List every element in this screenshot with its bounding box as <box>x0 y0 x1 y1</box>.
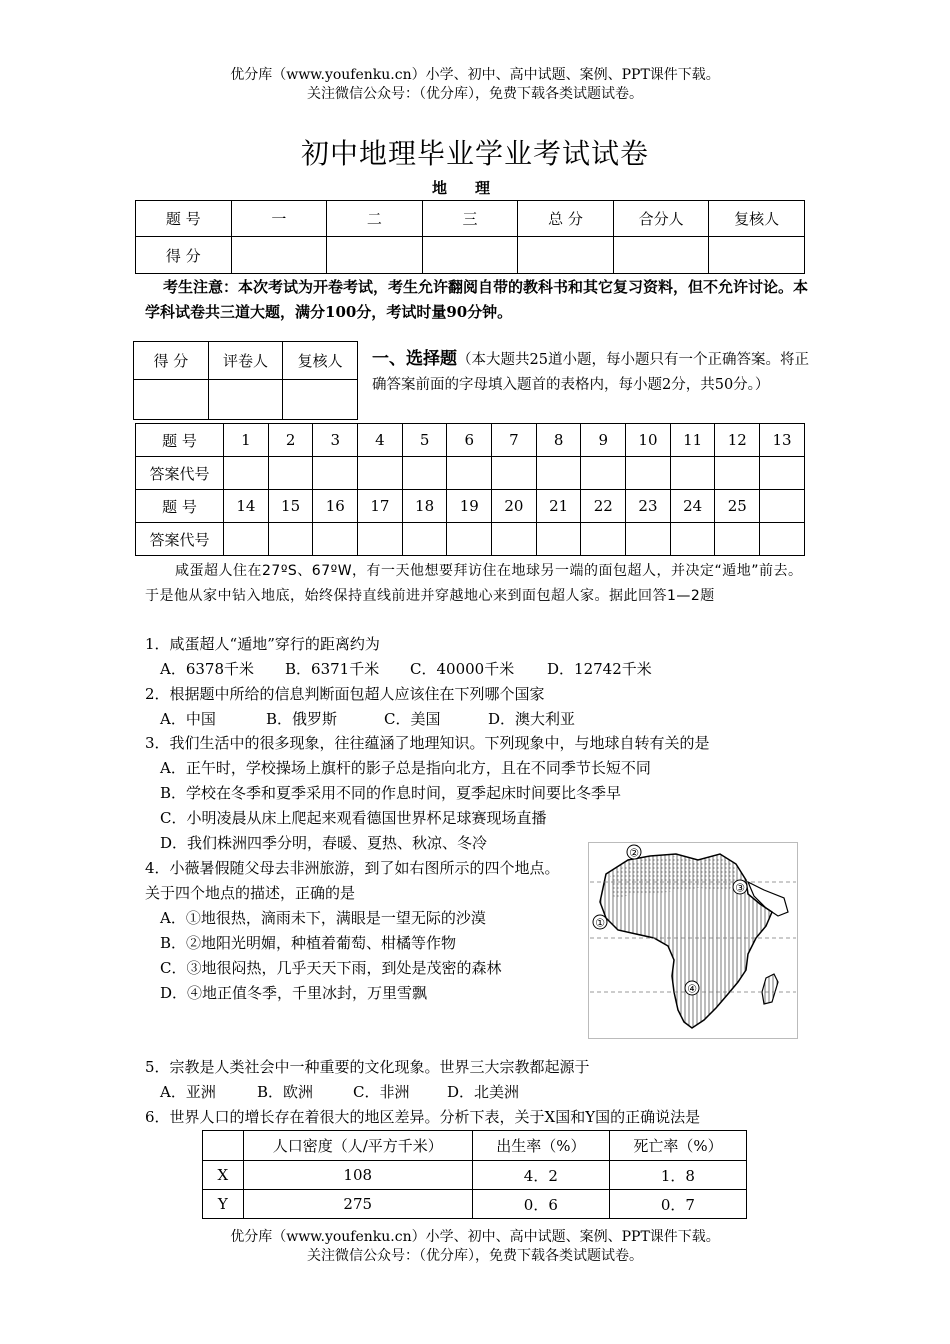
question-number-cell: 10 <box>626 424 671 457</box>
score-cell[interactable] <box>518 237 614 274</box>
score-cell[interactable] <box>613 237 709 274</box>
question-number-cell: 19 <box>447 490 492 523</box>
score-cell[interactable] <box>327 237 423 274</box>
question-5-stem: 5．宗教是人类社会中一种重要的文化现象。世界三大宗教都起源于 <box>145 1058 590 1076</box>
question-number-cell: 6 <box>447 424 492 457</box>
answer-number-row-1 <box>136 424 805 457</box>
question-4-stem: 4．小薇暑假随父母去非洲旅游，到了如右图所示的四个地点。关于四个地点的描述，正确的是 <box>145 859 560 902</box>
table-row <box>203 1190 747 1219</box>
exam-notice: 考生注意：本次考试为开卷考试，考生允许翻阅自带的教科书和其它复习资料，但不允许讨论。本学科试卷共三道大题，满分100分，考试时量90分钟。 <box>145 278 809 321</box>
question-6-stem: 6．世界人口的增长存在着很大的地区差异。分析下表，关于X国和Y国的正确说法是 <box>145 1108 701 1126</box>
option[interactable]: B．②地阳光明媚，种植着葡萄、柑橘等作物 <box>160 934 457 952</box>
score-cell[interactable] <box>231 237 327 274</box>
option[interactable]: A．①地很热，滴雨未下，满眼是一望无际的沙漠 <box>160 909 486 927</box>
grader-cell[interactable] <box>134 380 209 420</box>
option[interactable]: D．12742千米 <box>547 660 652 678</box>
pop-header-cell <box>203 1131 244 1161</box>
question-number-cell: 20 <box>492 490 537 523</box>
map-label-2: ② <box>629 846 639 860</box>
score-header-cell: 题 号 <box>136 201 232 237</box>
question-number-cell: 22 <box>581 490 626 523</box>
pop-cell: 4．2 <box>472 1161 609 1190</box>
grader-header-cell: 得 分 <box>134 342 209 380</box>
question-number-cell: 21 <box>536 490 581 523</box>
pop-cell: 275 <box>243 1190 472 1219</box>
pop-cell: Y <box>203 1190 244 1219</box>
section1-intro <box>372 347 812 398</box>
answer-cell[interactable] <box>224 457 269 490</box>
answer-code-row-2 <box>136 523 805 556</box>
score-header-cell: 三 <box>422 201 518 237</box>
question-number-cell: 25 <box>715 490 760 523</box>
answer-cell[interactable] <box>670 457 715 490</box>
option[interactable]: A．正午时，学校操场上旗杆的影子总是指向北方，且在不同季节长短不同 <box>160 759 651 777</box>
grader-cell[interactable] <box>283 380 358 420</box>
answer-cell[interactable] <box>402 523 447 556</box>
answer-row-label: 题 号 <box>136 490 224 523</box>
answer-row-label: 答案代号 <box>136 523 224 556</box>
section1-description: （本大题共25道小题，每小题只有一个正确答案。将正确答案前面的字母填入题首的表格内，每小题2分，共50分。） <box>372 352 809 393</box>
question-2-stem: 2．根据题中所给的信息判断面包超人应该住在下列哪个国家 <box>145 685 545 703</box>
answer-cell[interactable] <box>492 457 537 490</box>
answer-cell[interactable] <box>626 457 671 490</box>
option[interactable]: D．我们株洲四季分明，春暖、夏热、秋凉、冬冷 <box>160 834 488 852</box>
option[interactable]: B．俄罗斯 <box>266 710 338 728</box>
question-number-cell: 23 <box>626 490 671 523</box>
section1-heading: 一、选择题 <box>372 349 457 369</box>
question-number-cell: 13 <box>760 424 805 457</box>
answer-cell[interactable] <box>760 523 805 556</box>
pop-cell: 108 <box>243 1161 472 1190</box>
footer-line-1: 优分库（www.youfenku.cn）小学、初中、高中试题、案例、PPT课件下载。 <box>230 1229 720 1245</box>
score-row-label: 得 分 <box>136 237 232 274</box>
story-passage: 咸蛋超人住在27ºS、67ºW，有一天他想要拜访住在地球另一端的面包超人，并决定“遁地”前去。于是他从家中钻入地底，始终保持直线前进并穿越地心来到面包超人家。据此回答1—2题 <box>145 563 803 604</box>
option[interactable]: C．非洲 <box>353 1083 410 1101</box>
answer-cell[interactable] <box>536 523 581 556</box>
option[interactable]: D．澳大利亚 <box>488 710 576 728</box>
pop-header-cell: 死亡率（%） <box>609 1131 746 1161</box>
pop-cell: 1．8 <box>609 1161 746 1190</box>
answer-cell[interactable] <box>760 457 805 490</box>
option[interactable]: D．北美洲 <box>447 1083 520 1101</box>
grader-header-cell: 评卷人 <box>208 342 283 380</box>
pop-cell: X <box>203 1161 244 1190</box>
answer-cell[interactable] <box>626 523 671 556</box>
answer-row-label: 答案代号 <box>136 457 224 490</box>
question-number-cell: 2 <box>268 424 313 457</box>
grader-table <box>133 341 358 420</box>
answer-cell[interactable] <box>536 457 581 490</box>
option[interactable]: B．6371千米 <box>285 660 380 678</box>
question-1-stem: 1．咸蛋超人“遁地”穿行的距离约为 <box>145 635 380 653</box>
question-number-cell: 16 <box>313 490 358 523</box>
option[interactable]: C．小明凌晨从床上爬起来观看德国世界杯足球赛现场直播 <box>160 809 547 827</box>
score-header-cell: 一 <box>231 201 327 237</box>
answer-table <box>135 423 805 556</box>
answer-cell[interactable] <box>313 523 358 556</box>
answer-cell[interactable] <box>715 457 760 490</box>
answer-cell[interactable] <box>358 457 403 490</box>
answer-cell[interactable] <box>447 523 492 556</box>
question-number-cell: 18 <box>402 490 447 523</box>
table-row <box>203 1161 747 1190</box>
option[interactable]: B．欧洲 <box>257 1083 314 1101</box>
question-number-cell: 3 <box>313 424 358 457</box>
option[interactable]: A．中国 <box>160 710 216 728</box>
question-number-cell: 8 <box>536 424 581 457</box>
question-1-options <box>160 657 652 682</box>
header-line-2: 关注微信公众号：（优分库），免费下载各类试题试卷。 <box>307 86 643 102</box>
option[interactable]: D．④地正值冬季，千里冰封，万里雪飘 <box>160 984 428 1002</box>
answer-cell[interactable] <box>581 457 626 490</box>
score-header-cell: 复核人 <box>709 201 805 237</box>
answer-number-row-2 <box>136 490 805 523</box>
page-title: 初中地理毕业学业考试试卷 <box>300 137 649 170</box>
score-cell[interactable] <box>422 237 518 274</box>
grader-cell[interactable] <box>208 380 283 420</box>
option[interactable]: B．学校在冬季和夏季采用不同的作息时间，夏季起床时间要比冬季早 <box>160 784 622 802</box>
subject-label: 地理 <box>431 179 518 197</box>
answer-cell[interactable] <box>268 523 313 556</box>
option[interactable]: A．6378千米 <box>160 660 255 678</box>
answer-cell[interactable] <box>224 523 269 556</box>
question-number-cell: 24 <box>670 490 715 523</box>
africa-map-figure <box>588 842 798 1039</box>
header-line-1: 优分库（www.youfenku.cn）小学、初中、高中试题、案例、PPT课件下载。 <box>230 67 720 83</box>
africa-map <box>588 842 798 1039</box>
score-header-cell: 合分人 <box>613 201 709 237</box>
score-header-cell: 总 分 <box>518 201 614 237</box>
question-2-options <box>160 707 575 732</box>
question-number-cell: 1 <box>224 424 269 457</box>
score-header-cell: 二 <box>327 201 423 237</box>
option[interactable]: C．美国 <box>384 710 441 728</box>
question-number-cell: 11 <box>670 424 715 457</box>
question-number-cell: 5 <box>402 424 447 457</box>
question-5-options <box>160 1080 519 1105</box>
pop-cell: 0．6 <box>472 1190 609 1219</box>
score-table <box>135 200 805 274</box>
answer-cell[interactable] <box>715 523 760 556</box>
answer-cell[interactable] <box>313 457 358 490</box>
question-number-cell: 4 <box>358 424 403 457</box>
footer-line-2: 关注微信公众号：（优分库），免费下载各类试题试卷。 <box>307 1248 643 1264</box>
answer-code-row-1 <box>136 457 805 490</box>
question-number-cell <box>760 490 805 523</box>
question-3-stem: 3．我们生活中的很多现象，往往蕴涵了地理知识。下列现象中，与地球自转有关的是 <box>145 734 710 752</box>
option[interactable]: C．40000千米 <box>410 660 515 678</box>
answer-cell[interactable] <box>447 457 492 490</box>
answer-cell[interactable] <box>268 457 313 490</box>
answer-cell[interactable] <box>581 523 626 556</box>
pop-header-cell: 人口密度（人/平方千米） <box>243 1131 472 1161</box>
answer-cell[interactable] <box>670 523 715 556</box>
pop-cell: 0．7 <box>609 1190 746 1219</box>
question-number-cell: 12 <box>715 424 760 457</box>
option[interactable]: A．亚洲 <box>160 1083 216 1101</box>
question-number-cell: 14 <box>224 490 269 523</box>
grader-header-cell: 复核人 <box>283 342 358 380</box>
pop-header-cell: 出生率（%） <box>472 1131 609 1161</box>
score-cell[interactable] <box>709 237 805 274</box>
population-table <box>202 1130 747 1219</box>
answer-cell[interactable] <box>358 523 403 556</box>
map-label-4: ④ <box>687 982 697 996</box>
map-label-3: ③ <box>735 881 745 895</box>
answer-cell[interactable] <box>402 457 447 490</box>
answer-row-label: 题 号 <box>136 424 224 457</box>
question-number-cell: 15 <box>268 490 313 523</box>
question-number-cell: 9 <box>581 424 626 457</box>
option[interactable]: C．③地很闷热，几乎天天下雨，到处是茂密的森林 <box>160 959 502 977</box>
question-number-cell: 17 <box>358 490 403 523</box>
map-label-1: ① <box>595 916 605 930</box>
answer-cell[interactable] <box>492 523 537 556</box>
question-number-cell: 7 <box>492 424 537 457</box>
